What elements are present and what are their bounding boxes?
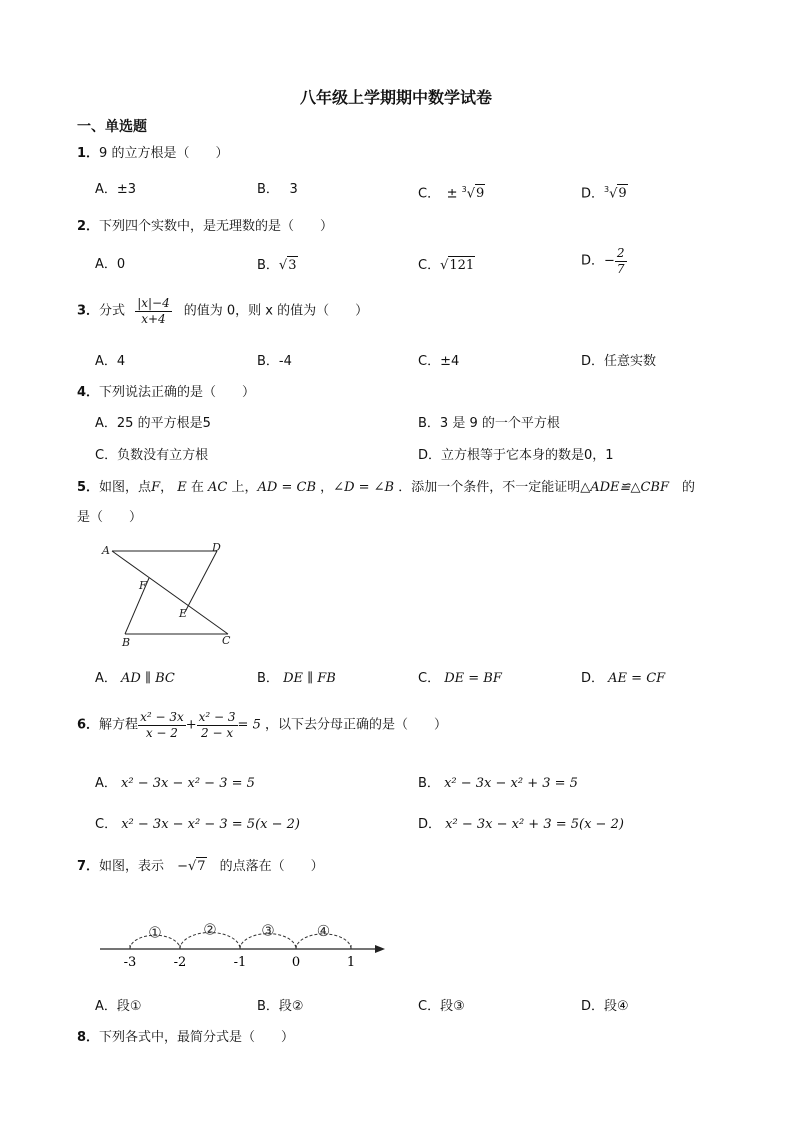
tick-label: -2 — [173, 955, 187, 970]
question-7: 7．如图，表示 −√7 的点落在（ ） — [77, 859, 324, 874]
q3-option-b[interactable]: B．-4 — [257, 354, 292, 369]
q6-option-c[interactable]: C． x² − 3x − x² − 3 = 5(x − 2) — [95, 817, 300, 832]
segment-label: ① — [148, 923, 162, 942]
q2-option-a[interactable]: A．0 — [95, 257, 126, 272]
segment-de — [185, 551, 217, 612]
q5-option-d[interactable]: D． AE = CF — [581, 671, 666, 686]
q5-option-c[interactable]: C． DE = BF — [418, 671, 502, 686]
question-3: 3．分式 $\frac{|x|-4}{x+4}$ 的值为 0，则 x 的值为（ ） — [77, 296, 369, 326]
question-6: 6．解方程 $\frac{\text{x² − 3x}}{x - 2}$ + $\frac{\text{x² − 3}}{2 - x}$ = 5 ，以下去分母正确的是（ ） — [77, 710, 447, 740]
q1-option-c[interactable]: C． ± $^3$√9 — [418, 185, 485, 202]
q2-option-d[interactable]: D．− $\frac{2}{7}$ — [581, 246, 625, 276]
q4-option-c[interactable]: C．负数没有立方根 — [95, 448, 209, 463]
q1-option-a[interactable]: A．±3 — [95, 182, 137, 197]
q3-option-a[interactable]: A．4 — [95, 354, 126, 369]
tick-label: 1 — [346, 955, 356, 970]
tick-label: -1 — [233, 955, 247, 970]
page-title: 八年级上学期期中数学试卷 — [300, 88, 493, 107]
question-5-line2: 是（ ） — [77, 510, 143, 525]
question-2: 2．下列四个实数中，是无理数的是（ ） — [77, 219, 334, 234]
q3-option-d[interactable]: D．任意实数 — [581, 354, 657, 369]
q4-option-b[interactable]: B．3 是 9 的一个平方根 — [418, 416, 560, 431]
q2-option-b[interactable]: B．√3 — [257, 258, 297, 273]
q7-option-b[interactable]: B．段② — [257, 999, 304, 1014]
q5-option-b[interactable]: B． DE ∥ FB — [257, 671, 336, 686]
q6-option-d[interactable]: D． x² − 3x − x² + 3 = 5(x − 2) — [418, 817, 624, 832]
segment-label: ③ — [261, 921, 275, 940]
q1-option-b[interactable]: B． 3 — [257, 182, 298, 197]
label-c: C — [222, 634, 231, 647]
q7-option-c[interactable]: C．段③ — [418, 999, 465, 1014]
q6-option-b[interactable]: B． x² − 3x − x² + 3 = 5 — [418, 776, 578, 791]
segment-label: ④ — [316, 921, 331, 940]
number-line — [95, 905, 395, 975]
label-f: F — [139, 579, 147, 592]
axis-arrow-icon — [375, 945, 385, 953]
q2-option-c[interactable]: C．√121 — [418, 258, 475, 273]
segment-label: ② — [203, 920, 217, 939]
label-a: A — [102, 544, 110, 557]
q5-figure — [100, 540, 260, 650]
q3-option-c[interactable]: C．±4 — [418, 354, 460, 369]
section-heading: 一、单选题 — [77, 119, 147, 135]
q7-option-d[interactable]: D．段④ — [581, 999, 629, 1014]
label-d: D — [212, 541, 221, 554]
q4-option-d[interactable]: D．立方根等于它本身的数是0，1 — [418, 448, 614, 463]
question-5: 5．如图，点F， E 在 AC 上，AD = CB ，∠D = ∠B ．添加一个条件，不一定能证明△ADE≌△CBF 的 — [77, 480, 695, 495]
q5-option-a[interactable]: A． AD ∥ BC — [95, 671, 175, 686]
q1-option-d[interactable]: D．$^3$√9 — [581, 185, 627, 202]
question-8: 8．下列各式中，最简分式是（ ） — [77, 1030, 295, 1045]
tick-label: 0 — [291, 955, 301, 970]
q4-option-a[interactable]: A．25 的平方根是5 — [95, 416, 211, 431]
question-1: 1．9 的立方根是（ ） — [77, 146, 229, 161]
tick-label: -3 — [123, 955, 137, 970]
label-e: E — [179, 607, 188, 620]
q7-option-a[interactable]: A．段① — [95, 999, 142, 1014]
label-b: B — [122, 636, 131, 649]
question-4: 4．下列说法正确的是（ ） — [77, 385, 256, 400]
q6-option-a[interactable]: A． x² − 3x − x² − 3 = 5 — [95, 776, 255, 791]
